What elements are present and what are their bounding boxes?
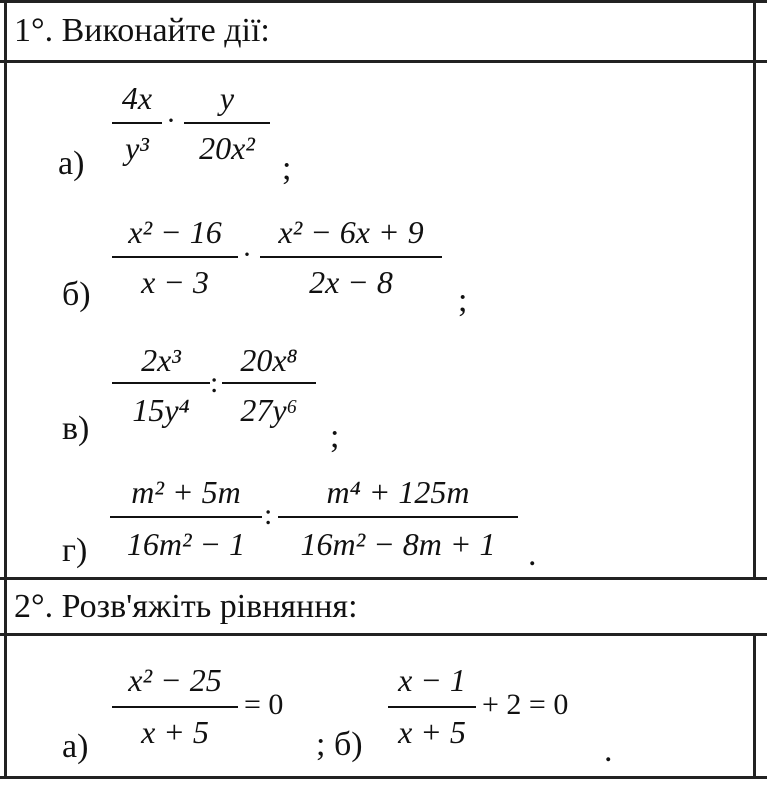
numerator: y [219,80,235,116]
item-label: б) [62,276,91,313]
numerator: x − 1 [398,662,466,698]
task2-header: 2°. Розв'яжіть рівняння: [14,588,358,625]
denominator: y³ [125,130,149,166]
row-divider [0,577,767,580]
fraction-bar [110,516,262,518]
fraction-bar [112,256,238,258]
numerator: 2x³ [141,342,181,378]
right-cell-border [753,633,756,779]
fraction [110,466,262,566]
fraction [112,78,162,168]
table-left-border [4,0,7,779]
right-cell-border [753,60,756,580]
item-label: а) [62,728,89,765]
denominator: x + 5 [141,714,209,750]
fraction [388,656,476,752]
item-label: в) [62,410,90,447]
end-punctuation: . [528,536,537,573]
fraction [112,336,210,430]
fraction-bar [278,516,518,518]
end-punctuation: ; [330,418,340,455]
fraction-bar [112,122,162,124]
denominator: x + 5 [398,714,466,750]
equals-zero: = 0 [244,688,284,721]
divide-operator: : [210,366,219,399]
right-cell-border [753,0,756,63]
row-divider [0,633,767,636]
fraction-bar [112,382,210,384]
denominator: 20x² [199,130,255,166]
fraction-bar [222,382,316,384]
numerator: m² + 5m [131,474,241,510]
fraction-bar [184,122,270,124]
end-punctuation: ; [282,150,292,187]
denominator: x − 3 [141,264,209,300]
numerator: x² − 25 [128,662,222,698]
numerator: x² − 6x + 9 [278,214,424,250]
task1-header: 1°. Виконайте дії: [14,12,270,49]
table-top-border [0,0,767,3]
numerator: x² − 16 [128,214,222,250]
end-punctuation: . [604,732,613,769]
separator-label: ; б) [316,726,363,763]
fraction [278,466,518,566]
denominator: 27y⁶ [240,392,298,428]
fraction [184,78,270,168]
fraction-bar [112,706,238,708]
denominator: 2x − 8 [309,264,393,300]
fraction-bar [260,256,442,258]
multiply-operator: · [242,238,252,271]
fraction [112,656,238,752]
fraction [112,210,238,302]
item-label: г) [62,532,88,569]
fraction [222,336,316,430]
divide-operator: : [264,498,273,531]
denominator: 15y⁴ [132,392,190,428]
fraction [260,210,442,302]
denominator: 16m² − 8m + 1 [300,526,496,562]
table-bottom-border [0,776,767,779]
row-divider [0,60,767,63]
plus-two-equals-zero: + 2 = 0 [482,688,569,721]
end-punctuation: ; [458,282,468,319]
item-label: а) [58,145,85,182]
numerator: 4x [121,80,153,116]
denominator: 16m² − 1 [126,526,246,562]
multiply-operator: · [166,104,176,137]
numerator: m⁴ + 125m [326,474,470,510]
fraction-bar [388,706,476,708]
numerator: 20x⁸ [240,342,298,378]
